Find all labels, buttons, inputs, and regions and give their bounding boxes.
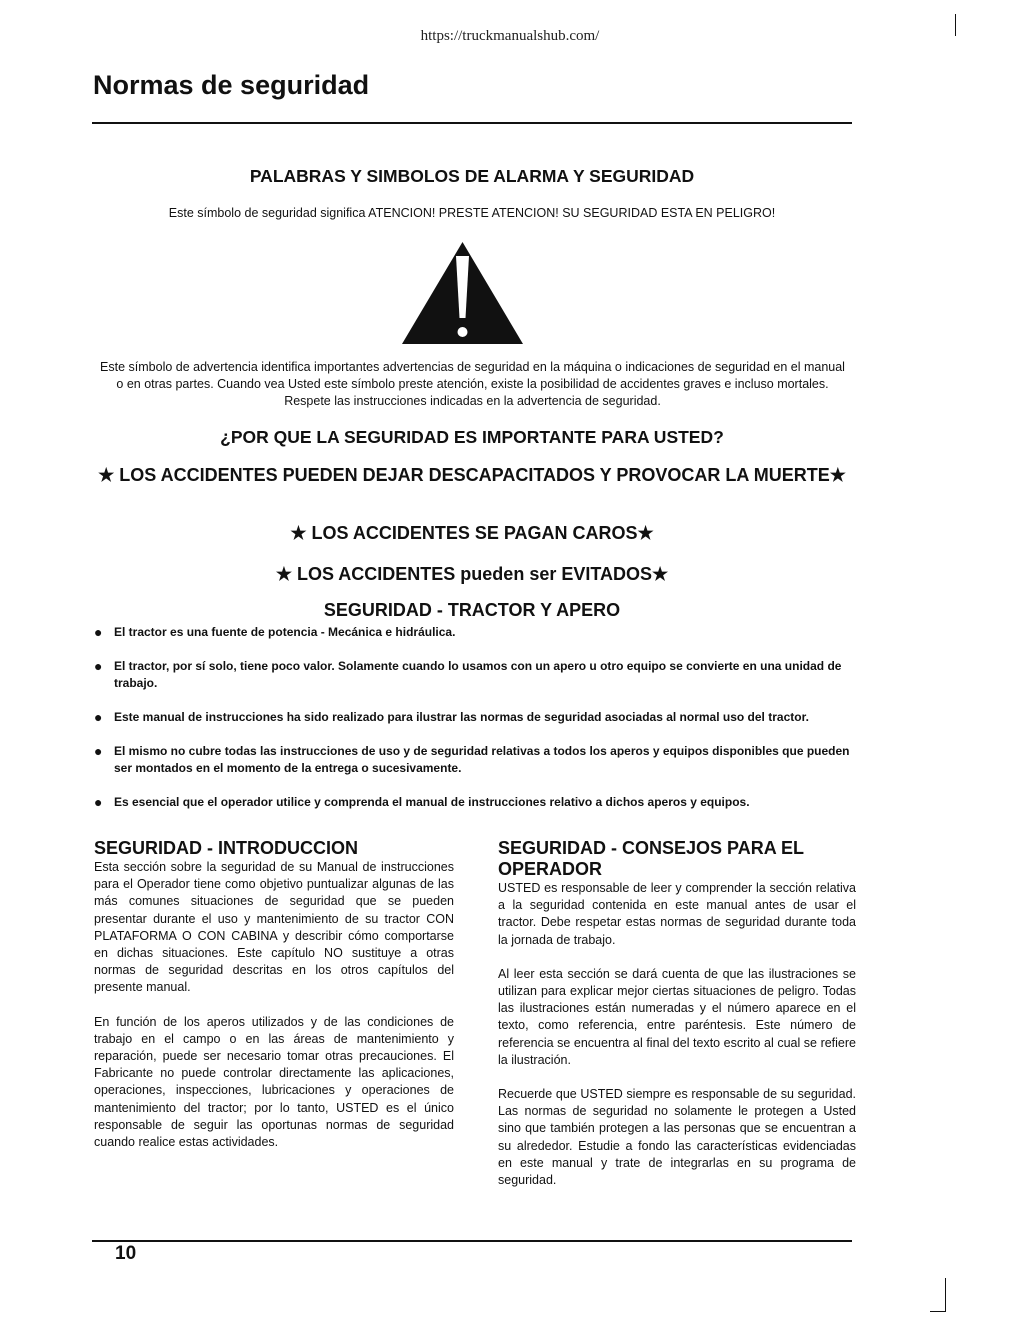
list-item: ● El mismo no cubre todas las instrucciones de uso y de seguridad relativas a todos los aperos y equipos disponibles que pueden ser montados en el momento de la entrega o sucesivamente. <box>94 743 850 775</box>
source-url: https://truckmanualshub.com/ <box>420 28 600 44</box>
binding-mark-foot <box>930 1311 946 1312</box>
title-divider <box>92 122 852 124</box>
binding-mark-top <box>955 14 956 36</box>
symbol-description: Este símbolo de advertencia identifica importantes advertencias de seguridad en la máquina o indicaciones de seguridad en el manual o en otras partes. Cuando vea Usted este símbolo preste atención, existe la posibilidad de accidentes graves e incluso mortales. Respete las instrucciones indicadas en la advertencia de seguridad. <box>100 360 845 408</box>
symbol-intro-text: Este símbolo de seguridad significa ATENCION! PRESTE ATENCION! SU SEGURIDAD ESTA EN PELIGRO! <box>168 206 776 220</box>
right-column <box>498 838 856 1206</box>
warning-triangle-icon <box>400 240 525 346</box>
operator-paragraph-1: USTED es responsable de leer y comprender la sección relativa a la seguridad contenida en este manual antes de usar el tractor. Debe respetar estas normas de seguridad durante toda la jornada de trabajo. <box>498 881 856 947</box>
binding-mark-bottom <box>945 1278 946 1312</box>
intro-paragraph-2: En función de los aperos utilizados y de las condiciones de trabajo en el campo o en las áreas de mantenimiento y reparación, puede ser necesario tomar otras precauciones. El Fabricante no puede controlar directamente las aplicaciones, operaciones, inspecciones, lubricaciones y operaciones de mantenimiento del tractor; por lo tanto, USTED es el único responsable de seguir las oportunas normas de seguridad cuando realice estas actividades. <box>94 1014 454 1150</box>
list-item: ● El tractor es una fuente de potencia - Mecánica e hidráulica. <box>94 624 456 640</box>
accidents-line-3: ★ LOS ACCIDENTES pueden ser EVITADOS★ <box>275 564 669 584</box>
operator-paragraph-3: Recuerde que USTED siempre es responsable de su seguridad. Las normas de seguridad no solamente le protegen a Usted sino que también protegen a las personas que se encuentran a su alrededor. Estudie a fondo las características evidenciadas en este manual y trate de integrarlas en su programa de seguridad. <box>498 1087 856 1188</box>
list-item: ● El tractor, por sí solo, tiene poco valor. Solamente cuando lo usamos con un apero u otro equipo se convierte en una unidad de trabajo. <box>94 658 842 690</box>
page-number: 10 <box>115 1243 137 1264</box>
operator-paragraph-2: Al leer esta sección se dará cuenta de que las ilustraciones se utilizan para explicar mejor ciertas situaciones de peligro. Todas las ilustraciones están numeradas y el número aparece en el texto, como referencia, entre paréntesis. Este número de referencia se encuentra al final del texto escrito al cual se refiere la ilustración. <box>498 966 856 1067</box>
operator-body <box>498 880 856 1189</box>
footer-divider <box>92 1240 852 1242</box>
left-column <box>94 838 454 1168</box>
tractor-heading: SEGURIDAD - TRACTOR Y APERO <box>323 600 621 620</box>
operator-heading: SEGURIDAD - CONSEJOS PARA EL OPERADOR <box>498 838 804 879</box>
accidents-line-2: ★ LOS ACCIDENTES SE PAGAN CAROS★ <box>290 523 654 543</box>
accidents-line-1: ★ LOS ACCIDENTES PUEDEN DEJAR DESCAPACITADOS Y PROVOCAR LA MUERTE★ <box>98 465 846 485</box>
intro-paragraph-1: Esta sección sobre la seguridad de su Manual de instrucciones para el Operador tiene como objetivo puntualizar algunas de las más comunes situaciones de seguridad que se pueden presentar durante el uso y mantenimiento de su tractor CON PLATAFORMA O CON CABINA y describir cómo comportarse en dichas situaciones. Este capítulo NO sustituye a otras normas de seguridad descritas en los otros capítulos del presente manual. <box>94 860 454 995</box>
intro-heading: SEGURIDAD - INTRODUCCION <box>94 838 358 858</box>
why-safety-heading: ¿POR QUE LA SEGURIDAD ES IMPORTANTE PARA USTED? <box>220 427 724 447</box>
tractor-bullet-list <box>92 624 862 828</box>
list-item: ● Este manual de instrucciones ha sido realizado para ilustrar las normas de seguridad asociadas al normal uso del tractor. <box>94 709 809 725</box>
page-title: Normas de seguridad <box>93 70 370 100</box>
section-heading-symbols: PALABRAS Y SIMBOLOS DE ALARMA Y SEGURIDAD <box>249 166 695 186</box>
intro-body <box>94 859 454 1151</box>
list-item: ● Es esencial que el operador utilice y comprenda el manual de instrucciones relativo a dichos aperos y equipos. <box>94 794 750 810</box>
